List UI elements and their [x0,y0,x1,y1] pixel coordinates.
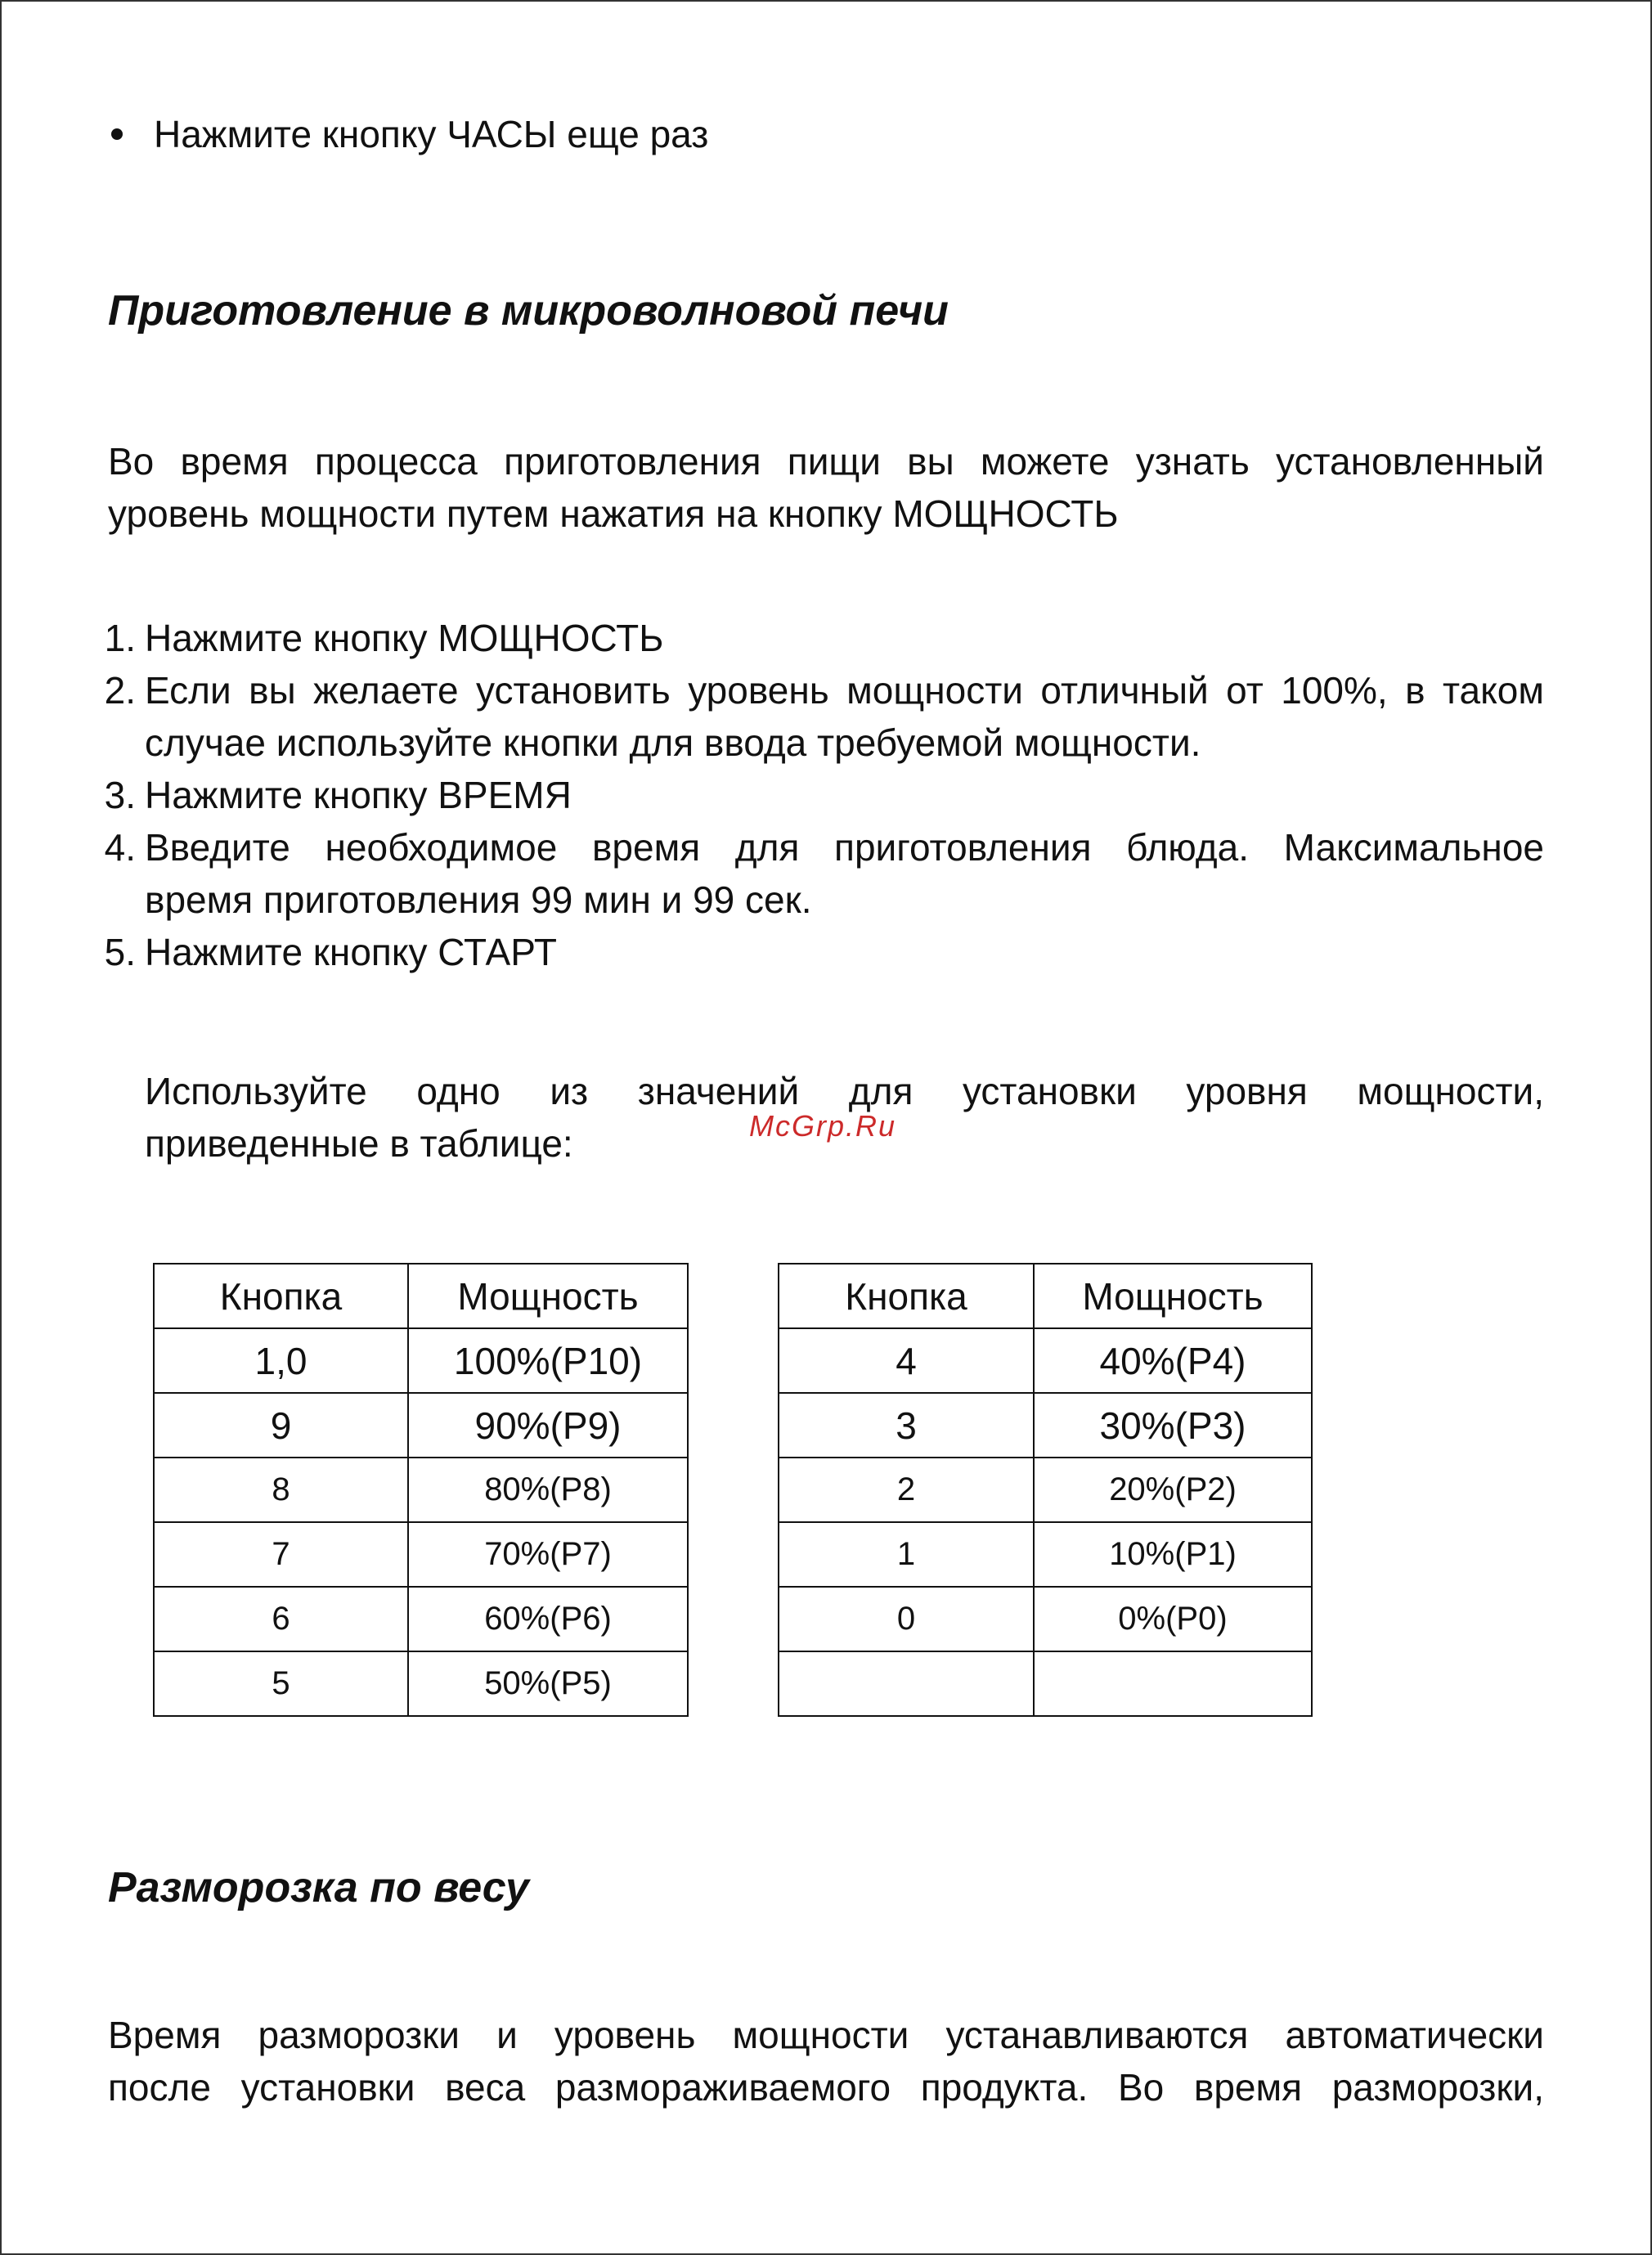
button-cell: 4 [779,1328,1034,1393]
button-cell: 1,0 [154,1328,408,1393]
step-1-text: Нажмите кнопку МОЩНОСТЬ [145,617,664,659]
power-cell: 90%(P9) [408,1393,688,1458]
table-header-row [154,1264,1312,1328]
button-cell: 2 [779,1458,1034,1522]
step-4-line-2: время приготовления 99 мин и 99 сек. [145,878,812,921]
button-cell: 8 [154,1458,408,1522]
defrost-line-2: после установки веса размораживаемого продукта. Во время разморозки, [108,2066,1544,2109]
defrost-line-1-wrap [108,2009,1544,2061]
power-cell: 0%(P0) [1034,1587,1312,1651]
bullet-dot [111,128,123,140]
step-2-line-2: случае используйте кнопки для ввода требуемой мощности. [145,721,1201,764]
power-cell: 70%(P7) [408,1522,688,1587]
defrost-line-2-wrap [108,2061,1544,2114]
power-cell: 60%(P6) [408,1587,688,1651]
button-cell: 0 [779,1587,1034,1651]
step-4-line-1-wrap [145,821,1544,874]
power-cell: 50%(P5) [408,1651,688,1716]
button-cell [779,1651,1034,1716]
power-level-table [153,1263,1313,1717]
power-cell: 10%(P1) [1034,1522,1312,1587]
watermark-text: McGrp.Ru [749,1109,897,1143]
table-gap [688,1264,779,1716]
intro-paragraph [108,435,1544,487]
note-line-2: приведенные в таблице: [145,1122,573,1165]
section-heading-microwave: Приготовление в микроволновой печи [108,287,949,335]
power-cell: 100%(P10) [408,1328,688,1393]
button-cell: 1 [779,1522,1034,1587]
defrost-line-1: Время разморозки и уровень мощности устанавливаются автоматически [108,2014,1544,2056]
step-2-line-1: Если вы желаете установить уровень мощности отличный от 100%, в таком [145,669,1544,712]
step-number-2: 2. [104,669,136,712]
button-cell: 9 [154,1393,408,1458]
power-cell: 20%(P2) [1034,1458,1312,1522]
power-cell [1034,1651,1312,1716]
button-cell: 7 [154,1522,408,1587]
button-cell: 5 [154,1651,408,1716]
power-cell: 30%(P3) [1034,1393,1312,1458]
step-number-4: 4. [104,826,136,869]
step-number-3: 3. [104,774,136,816]
step-5-text: Нажмите кнопку СТАРТ [145,931,557,973]
button-cell: 6 [154,1587,408,1651]
intro-line-1: Во время процесса приготовления пищи вы можете узнать установленный [108,440,1544,483]
intro-line-2: уровень мощности путем нажатия на кнопку МОЩНОСТЬ [108,492,1119,535]
step-4-line-1: Введите необходимое время для приготовления блюда. Максимальное [145,826,1544,869]
button-cell: 3 [779,1393,1034,1458]
note-line-1: Используйте одно из значений для установки уровня мощности, [145,1070,1544,1112]
bullet-text: Нажмите кнопку ЧАСЫ еще раз [154,113,709,155]
step-number-5: 5. [104,931,136,973]
header-power-left: Мощность [408,1264,688,1328]
power-cell: 40%(P4) [1034,1328,1312,1393]
step-3-text: Нажмите кнопку ВРЕМЯ [145,774,572,816]
header-button-left: Кнопка [154,1264,408,1328]
step-2-line-1-wrap [145,664,1544,716]
section-heading-defrost: Разморозка по весу [108,1864,529,1911]
step-number-1: 1. [104,617,136,659]
header-button-right: Кнопка [779,1264,1034,1328]
header-power-right: Мощность [1034,1264,1312,1328]
power-cell: 80%(P8) [408,1458,688,1522]
